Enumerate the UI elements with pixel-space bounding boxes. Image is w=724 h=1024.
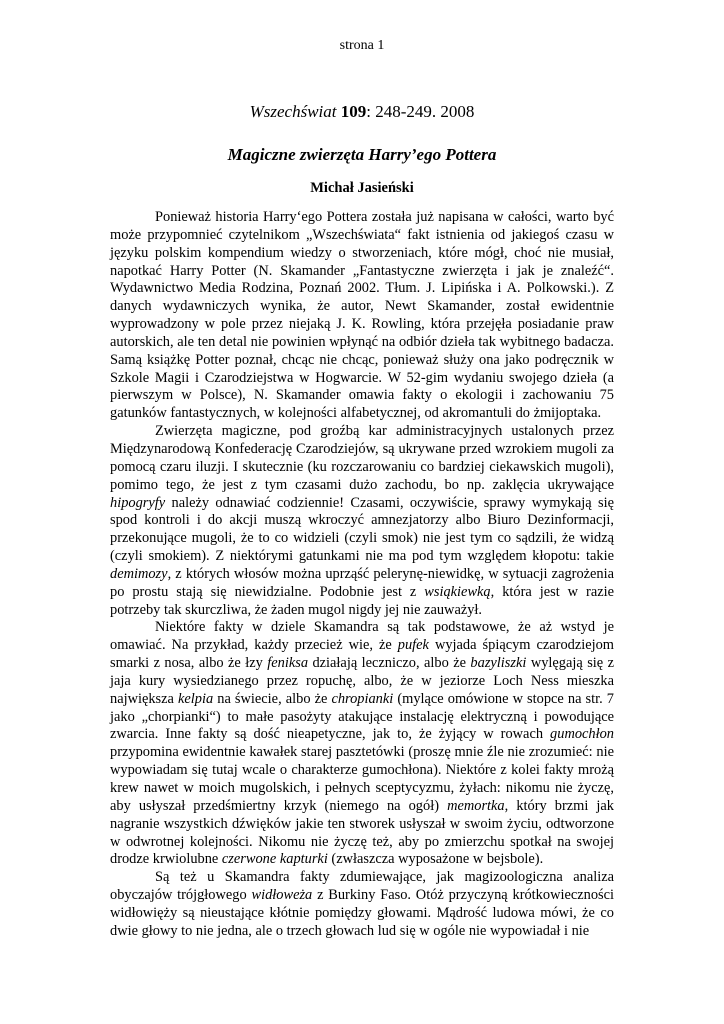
italic-term: pufek	[397, 637, 429, 654]
text-run: Ponieważ historia Harry‘ego Pottera została już napisana w całości, warto być może przypomnieć czytelnikom „Wszechświata“ fakt istnienia od jakiegoś czasu w języku polskim kompendium wiedzy o stworzeniach, które mógł, choć nie musiał, napotkać Harry Potter (N. Skamander „Fantastyczne zwierzęta i jak je znaleźć“. Wydawnictwo Media Rodzina, Poznań 2002. Tłum. J. Lipińska i A. Polkowski.). Z danych wydawniczych wynika, że autor, Newt Skamander, został ewidentnie wyprowadzony w pole przez niejaką J. K. Rowling, która przejęła posiadanie praw autorskich, ale ten detal nie powinien wpłynąć na odbiór dzieła tak wybitnego badacza. Samą książkę Potter poznał, chcąc nie chcąc, ponieważ służy ona jako podręcznik w Szkole Magii i Czarodziejstwa w Hogwarcie. W 52-gim wydaniu swojego dzieła (a pierwszym w Polsce), N. Skamander omawia fakty o ekologii i zachowaniu 75 gatunków fantastycznych, w kolejności alfabetycznej, od akromantuli do żmijoptaka.	[110, 209, 614, 422]
text-run: na świecie, albo że	[213, 690, 332, 707]
paragraph	[110, 869, 614, 940]
text-run: , z których włosów można uprząść pelerynę-niewidkę, w sytuacji zagrożenia po prostu stają się niewidzialne. Podobnie jest z	[110, 565, 614, 600]
text-run: , która jest w razie potrzeby tak skurczliwa, że żaden mugol nigdy jej nie zauważył.	[110, 583, 614, 618]
text-run: Niektóre fakty w dziele Skamandra są tak podstawowe, że aż wstyd je omawiać. Na przykład, każdy przecież wie, że	[110, 619, 614, 654]
citation	[0, 102, 724, 122]
italic-term: memortka	[447, 797, 505, 814]
text-run: wylęgają się z jaja kury wysiedzianego przez ropuchę, albo, że w jeziorze Loch Ness mieszka największa	[110, 655, 615, 707]
italic-term: czerwone kapturki	[221, 851, 328, 868]
text-run: z Burkiny Faso. Otóż przyczyną krótkowieczności widłowięży są nieustające kłótnie pomiędzy głowami. Mądrość ludowa mówi, że co dwie głowy to nie jedna, ale o trzech głowach lud się w ogóle nie wypowiadał i nie	[110, 887, 614, 939]
text-run: Zwierzęta magiczne, pod groźbą kar administracyjnych ustalonych przez Międzynarodową Konfederację Czarodziejów, są ukrywane przed wzrokiem mugoli za pomocą czaru iluzji. I skutecznie (ku rozczarowaniu co bardziej ciekawskich mugoli), pomimo tego, że jest z tym czasami dużo zachodu, bo np. zaklęcia ukrywające	[110, 423, 614, 493]
italic-term: chropianki	[331, 690, 394, 707]
journal-name: Wszechświat	[249, 102, 337, 121]
paragraph	[110, 619, 614, 869]
italic-term: hipogryfy	[110, 494, 166, 511]
text-run: należy odnawiać codziennie! Czasami, oczywiście, sprawy wymykają się spod kontroli i do akcji muszą wkroczyć amnezjatorzy albo Biuro Dezinformacji, przekonujące mugoli, że to co widzieli (czyli smok) nie jest tym co sądzili, że widzą (czyli smokiem). Z niektórymi gatunkami nie ma pod tym względem kłopotu: takie	[110, 494, 614, 565]
page-number: strona 1	[339, 38, 385, 53]
italic-term: gumochłon	[550, 726, 614, 743]
text-run: działają leczniczo, albo że	[308, 655, 471, 672]
italic-term: wsiąkiewką	[424, 583, 491, 600]
italic-term: widłoweża	[251, 887, 313, 904]
italic-term: kelpia	[178, 690, 214, 707]
italic-term: demimozy	[110, 565, 168, 582]
paragraph	[110, 423, 614, 619]
italic-term: bazyliszki	[470, 655, 527, 672]
text-run: (mylące omówione w stopce na str. 7 jako „chorpianki“) to małe pasożyty atakujące instalację elektryczną i powodujące zwarcia. Inne fakty są dość nieapetyczne, jak to, że żyjący w rowach	[110, 690, 615, 743]
article-author: Michał Jasieński	[310, 180, 414, 196]
text-run: przypomina ewidentnie kawałek starej pasztetówki (proszę mnie źle nie zrozumieć: nie wypowiadam się tutaj wcale o charakterze gumochłona). Niektóre z kolei fakty mrożą krew nawet w moich mugolskich, i pełnych sceptycyzmu, żyłach: nikomu nie życzę, aby usłyszał przedśmiertny krzyk (niemego na ogół)	[110, 744, 614, 814]
journal-volume: 109	[340, 102, 367, 121]
italic-term: feniksa	[267, 655, 309, 672]
text-run: Są też u Skamandra fakty zdumiewające, jak magizoologiczna analiza obyczajów trójgłowego	[110, 869, 614, 904]
article-body	[110, 209, 614, 941]
article-title: Magiczne zwierzęta Harry’ego Pottera	[227, 145, 497, 164]
paragraph	[110, 209, 614, 423]
text-run: wyjada śpiącym czarodziejom smarki z nosa, albo że łzy	[110, 637, 615, 672]
journal-pages: : 248-249. 2008	[366, 102, 475, 121]
text-run: , który brzmi jak nagranie wszystkich dźwięków jakie ten stworek usłyszał w swoim życiu, odtworzone w odwrotnej kolejności. Nikomu nie życzę też, aby po zmierzchu spotkał na swojej drodze krwiolubne	[110, 797, 614, 868]
text-run: (zwłaszcza wyposażone w bejsbole).	[327, 851, 544, 868]
